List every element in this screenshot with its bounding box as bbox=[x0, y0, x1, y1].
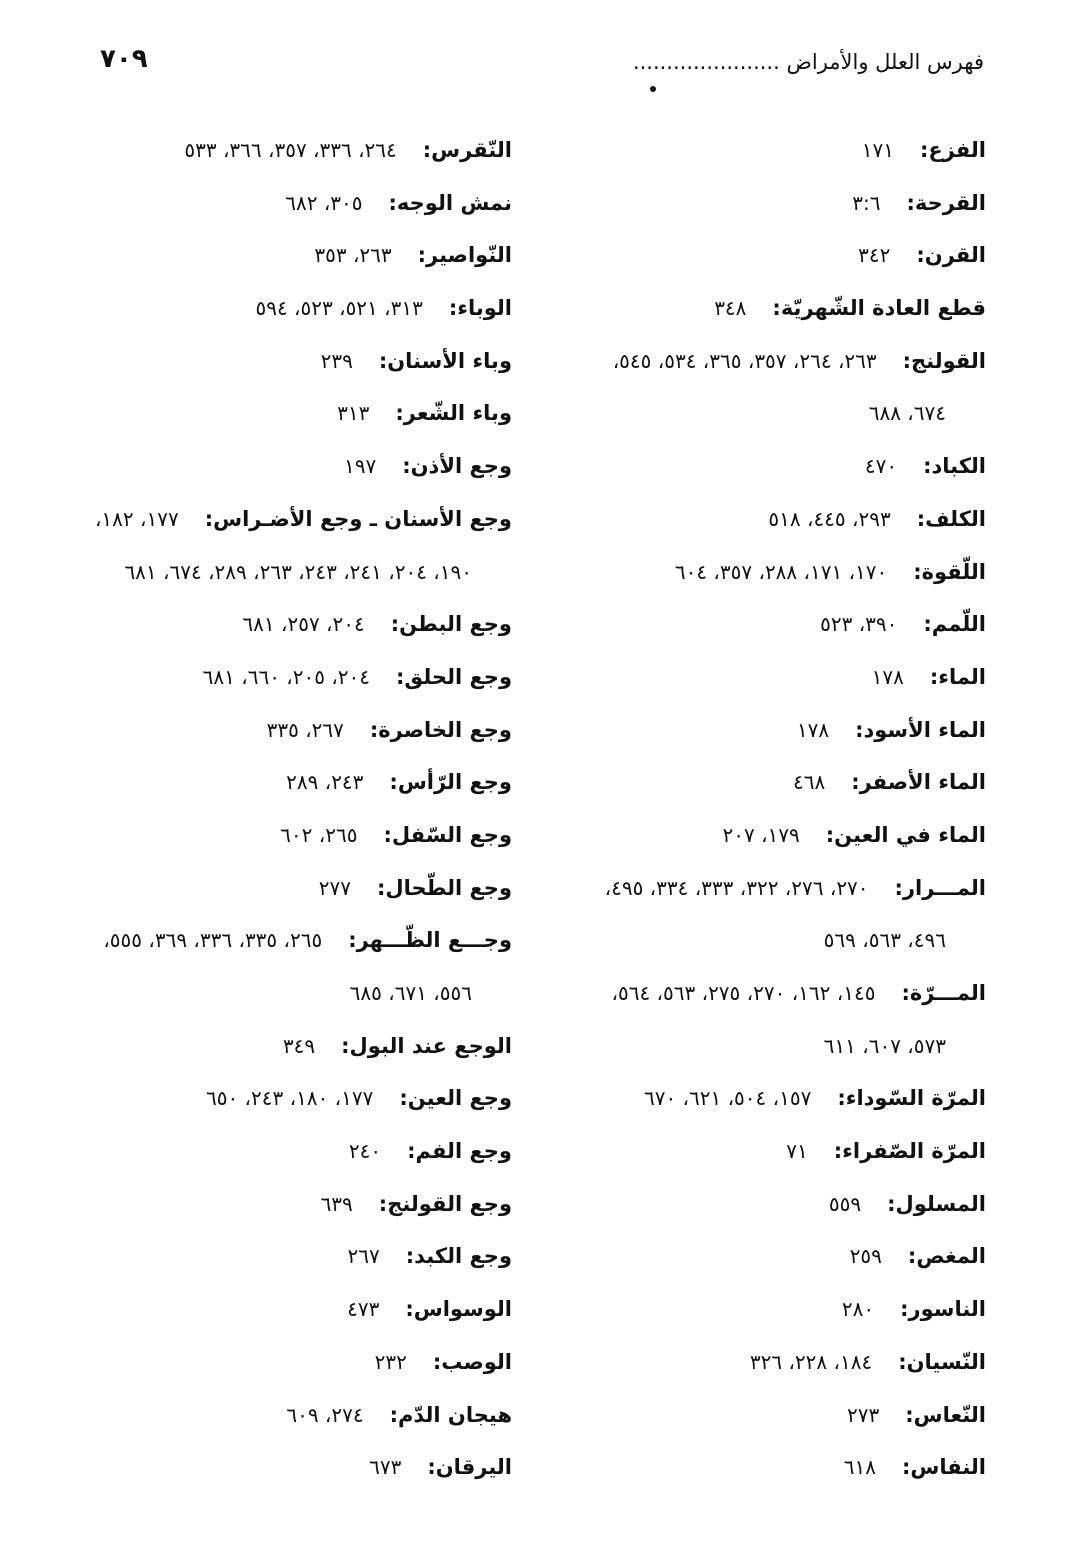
index-entry bbox=[544, 335, 986, 388]
index-entry bbox=[544, 440, 986, 493]
entry-page-numbers: ٦١٨ bbox=[843, 1455, 876, 1480]
index-entry bbox=[544, 1178, 986, 1231]
entry-page-numbers: ١٧٠، ١٧١، ٢٨٨، ٣٥٧، ٦٠٤ bbox=[674, 559, 888, 584]
entry-page-numbers: ٣٠٥، ٦٨٢ bbox=[285, 190, 363, 215]
entry-page-numbers: ٢٧٣ bbox=[846, 1402, 880, 1427]
index-entry bbox=[72, 282, 512, 335]
entry-term: وجع الرّأس: bbox=[389, 770, 512, 795]
entry-page-numbers: ٢٩٣، ٤٤٥، ٥١٨ bbox=[768, 506, 891, 531]
index-entry bbox=[72, 440, 512, 493]
entry-page-numbers: ١٩٠، ٢٠٤، ٢٤١، ٢٤٣، ٢٦٣، ٢٨٩، ٦٧٤، ٦٨١ bbox=[124, 559, 472, 584]
entry-term: وجع الفم: bbox=[407, 1139, 512, 1164]
entry-page-numbers: ٦٧٣ bbox=[369, 1455, 402, 1480]
entry-term: الماء الأصفر: bbox=[851, 770, 986, 795]
entry-term: وجع الأسنان ـ وجع الأضـراس: bbox=[204, 506, 512, 531]
entry-page-numbers: ١٥٧، ٥٠٤، ٦٢١، ٦٧٠ bbox=[643, 1086, 812, 1111]
entry-page-numbers: ٣١٣، ٥٢١، ٥٢٣، ٥٩٤ bbox=[255, 296, 423, 321]
index-entry bbox=[544, 493, 986, 546]
entry-term: المـــرّة: bbox=[901, 981, 986, 1005]
index-entry bbox=[544, 124, 986, 177]
entry-page-numbers: ٢٦٣، ٣٥٣ bbox=[314, 243, 392, 268]
entry-term: وجع الخاصرة: bbox=[369, 717, 512, 742]
index-entry bbox=[72, 124, 512, 177]
entry-term: وجع الأذن: bbox=[402, 454, 512, 479]
index-entry bbox=[544, 809, 986, 862]
index-entry bbox=[544, 229, 986, 282]
index-entry bbox=[72, 598, 512, 651]
entry-term: المرّة الصّفراء: bbox=[833, 1139, 986, 1164]
entry-page-numbers: ٥٧٣، ٦٠٧، ٦١١ bbox=[823, 1033, 946, 1058]
entry-term: نمش الوجه: bbox=[388, 190, 512, 215]
entry-term: اليرقان: bbox=[427, 1455, 512, 1480]
entry-term: وجـــع الظّـــهر: bbox=[348, 928, 512, 953]
index-entry bbox=[72, 387, 512, 440]
index-entry bbox=[544, 967, 986, 1020]
entry-page-numbers: ١٧٨ bbox=[871, 664, 904, 689]
entry-term: وجع الكبد: bbox=[405, 1244, 512, 1269]
entry-page-numbers: ٥٥٦، ٦٧١، ٦٨٥ bbox=[349, 981, 472, 1005]
entry-page-numbers: ٢٥٩ bbox=[849, 1244, 882, 1269]
entry-term: اللّقوة: bbox=[913, 559, 986, 584]
index-entry bbox=[544, 177, 986, 230]
entry-page-numbers: ١٨٤، ٢٢٨، ٣٢٦ bbox=[749, 1349, 873, 1374]
entry-term: الوسواس: bbox=[405, 1297, 512, 1322]
entry-term: وباء الشّعر: bbox=[395, 401, 512, 426]
page-header bbox=[90, 44, 984, 94]
entry-term: الوصب: bbox=[432, 1349, 512, 1374]
entry-term: وجع القولنج: bbox=[378, 1191, 512, 1216]
index-entry bbox=[544, 1336, 986, 1389]
entry-term: اللّمم: bbox=[923, 612, 986, 637]
entry-page-numbers: ٢٠٤، ٢٠٥، ٦٦٠، ٦٨١ bbox=[202, 664, 371, 689]
entry-page-numbers: ١٧٧، ١٨٢، bbox=[94, 506, 179, 531]
index-entry bbox=[544, 546, 986, 599]
index-entry bbox=[544, 1072, 986, 1125]
entry-page-numbers: ٦٧٤، ٦٨٨ bbox=[868, 401, 946, 426]
entry-page-numbers: ٦٣٩ bbox=[320, 1191, 353, 1216]
index-entry bbox=[72, 704, 512, 757]
entry-page-numbers: ٢٠٤، ٢٥٧، ٦٨١ bbox=[242, 612, 365, 637]
index-entry bbox=[544, 1283, 986, 1336]
entry-term: قطع العادة الشّهريّة: bbox=[772, 296, 986, 321]
index-entry bbox=[72, 1230, 512, 1283]
entry-page-numbers: ٢٦٧، ٣٣٥ bbox=[266, 717, 344, 742]
entry-page-numbers: ٢٤٠ bbox=[348, 1139, 382, 1164]
index-entry-continuation bbox=[544, 1020, 986, 1073]
entry-term: النّعاس: bbox=[905, 1402, 986, 1427]
entry-term: الماء الأسود: bbox=[855, 717, 986, 742]
running-title-text: فهرس العلل والأمراض bbox=[786, 50, 984, 74]
index-entry bbox=[544, 704, 986, 757]
index-entry-continuation bbox=[544, 387, 986, 440]
entry-term: وجع الحلق: bbox=[396, 664, 512, 689]
index-entry bbox=[72, 177, 512, 230]
entry-page-numbers: ٢٦٥، ٦٠٢ bbox=[280, 822, 358, 847]
index-entry bbox=[544, 598, 986, 651]
index-entry bbox=[72, 1072, 512, 1125]
index-entry-continuation bbox=[72, 967, 512, 1020]
entry-page-numbers: ٤٦٨ bbox=[792, 770, 826, 795]
entry-page-numbers: ٢٦٣، ٢٦٤، ٣٥٧، ٣٦٥، ٥٣٤، ٥٤٥، bbox=[612, 348, 877, 373]
index-entry bbox=[72, 1441, 512, 1494]
index-column-right bbox=[544, 124, 986, 1494]
index-entry bbox=[72, 651, 512, 704]
decorative-dot bbox=[650, 86, 656, 92]
entry-term: وباء الأسنان: bbox=[378, 348, 512, 373]
entry-term: الفزع: bbox=[919, 138, 986, 162]
entry-page-numbers: ٢٧٠، ٢٧٦، ٣٢٢، ٣٣٣، ٣٣٤، ٤٩٥، bbox=[604, 875, 869, 900]
entry-term: وجع الطّحال: bbox=[376, 875, 512, 900]
entry-term: الكباد: bbox=[923, 454, 986, 479]
entry-term: الماء في العين: bbox=[825, 822, 986, 847]
entry-term: وجع السّفل: bbox=[383, 822, 512, 847]
entry-term: الكلف: bbox=[916, 506, 986, 531]
entry-page-numbers: ٣٤٨ bbox=[714, 296, 747, 321]
entry-term: الوباء: bbox=[448, 296, 512, 321]
index-entry bbox=[72, 229, 512, 282]
running-title bbox=[633, 50, 984, 74]
entry-page-numbers: ٢٧٤، ٦٠٩ bbox=[286, 1402, 364, 1427]
entry-page-numbers: ٣٩٠، ٥٢٣ bbox=[820, 612, 898, 637]
entry-page-numbers: ٤٧٣ bbox=[347, 1297, 380, 1322]
index-entry bbox=[544, 756, 986, 809]
index-entry bbox=[72, 1389, 512, 1442]
index-entry bbox=[72, 914, 512, 967]
entry-term: وجع البطن: bbox=[390, 612, 512, 637]
entry-page-numbers: ١٧٨ bbox=[796, 717, 830, 742]
entry-page-numbers: ٢٨٠ bbox=[841, 1297, 875, 1322]
index-entry bbox=[544, 651, 986, 704]
entry-page-numbers: ٤٩٦، ٥٦٣، ٥٦٩ bbox=[823, 928, 946, 953]
entry-page-numbers: ٣:٦ bbox=[852, 190, 881, 215]
entry-term: القولنج: bbox=[902, 348, 986, 373]
entry-term: المـــرار: bbox=[894, 875, 986, 900]
entry-page-numbers: ٢٣٩ bbox=[320, 348, 353, 373]
entry-page-numbers: ٢٦٤، ٣٣٦، ٣٥٧، ٣٦٦، ٥٣٣ bbox=[184, 138, 397, 162]
leader-dots: ...................... bbox=[632, 50, 780, 74]
index-entry bbox=[72, 1178, 512, 1231]
entry-term: النّواصير: bbox=[417, 243, 512, 268]
index-entry bbox=[72, 1020, 512, 1073]
index-entry bbox=[544, 1125, 986, 1178]
index-entry bbox=[544, 282, 986, 335]
entry-page-numbers: ٢٣٢ bbox=[374, 1349, 407, 1374]
entry-term: الماء: bbox=[929, 664, 986, 689]
entry-page-numbers: ١٤٥، ١٦٢، ٢٧٠، ٢٧٥، ٥٦٣، ٥٦٤، bbox=[611, 981, 876, 1005]
index-entry bbox=[72, 493, 512, 546]
index-entry bbox=[72, 756, 512, 809]
entry-term: القرن: bbox=[916, 243, 986, 268]
entry-page-numbers: ١٧٧، ١٨٠، ٢٤٣، ٦٥٠ bbox=[205, 1086, 374, 1111]
entry-term: وجع العين: bbox=[399, 1086, 512, 1111]
entry-page-numbers: ٤٧٠ bbox=[864, 454, 898, 479]
entry-term: المسلول: bbox=[887, 1191, 986, 1216]
index-entry bbox=[544, 1441, 986, 1494]
index-entry bbox=[72, 1283, 512, 1336]
entry-page-numbers: ٢٤٣، ٢٨٩ bbox=[286, 770, 364, 795]
entry-term: القرحة: bbox=[906, 190, 986, 215]
entry-page-numbers: ١٧٩، ٢٠٧ bbox=[722, 822, 800, 847]
entry-term: المغص: bbox=[907, 1244, 986, 1269]
entry-page-numbers: ٢٦٥، ٣٣٥، ٣٣٦، ٣٦٩، ٥٥٥، bbox=[103, 928, 323, 953]
entry-page-numbers: ١٩٧ bbox=[343, 454, 377, 479]
entry-page-numbers: ٧١ bbox=[786, 1139, 808, 1164]
entry-term: الناسور: bbox=[900, 1297, 986, 1322]
index-column-left bbox=[72, 124, 512, 1494]
entry-term: الوجع عند البول: bbox=[341, 1033, 512, 1058]
entry-page-numbers: ٣٤٩ bbox=[282, 1033, 316, 1058]
index-entry-continuation bbox=[72, 546, 512, 599]
index-entry bbox=[72, 862, 512, 915]
entry-page-numbers: ٣٤٢ bbox=[858, 243, 891, 268]
index-entry-continuation bbox=[544, 914, 986, 967]
entry-term: المرّة السّوداء: bbox=[837, 1086, 986, 1111]
entry-page-numbers: ٥٥٩ bbox=[828, 1191, 862, 1216]
entry-page-numbers: ٢٧٧ bbox=[318, 875, 351, 900]
page-number: ٧٠٩ bbox=[100, 44, 148, 74]
index-entry bbox=[72, 335, 512, 388]
entry-term: النّسيان: bbox=[898, 1349, 986, 1374]
entry-term: النّقرس: bbox=[422, 138, 512, 162]
entry-page-numbers: ١٧١ bbox=[861, 138, 894, 162]
index-entry bbox=[72, 1125, 512, 1178]
entry-term: النفاس: bbox=[901, 1455, 986, 1480]
index-entry bbox=[544, 862, 986, 915]
index-entry bbox=[544, 1230, 986, 1283]
index-entry bbox=[72, 809, 512, 862]
index-entry bbox=[72, 1336, 512, 1389]
entry-term: هيجان الدّم: bbox=[389, 1402, 512, 1427]
entry-page-numbers: ٣١٣ bbox=[337, 401, 370, 426]
entry-page-numbers: ٢٦٧ bbox=[347, 1244, 380, 1269]
index-entry bbox=[544, 1389, 986, 1442]
